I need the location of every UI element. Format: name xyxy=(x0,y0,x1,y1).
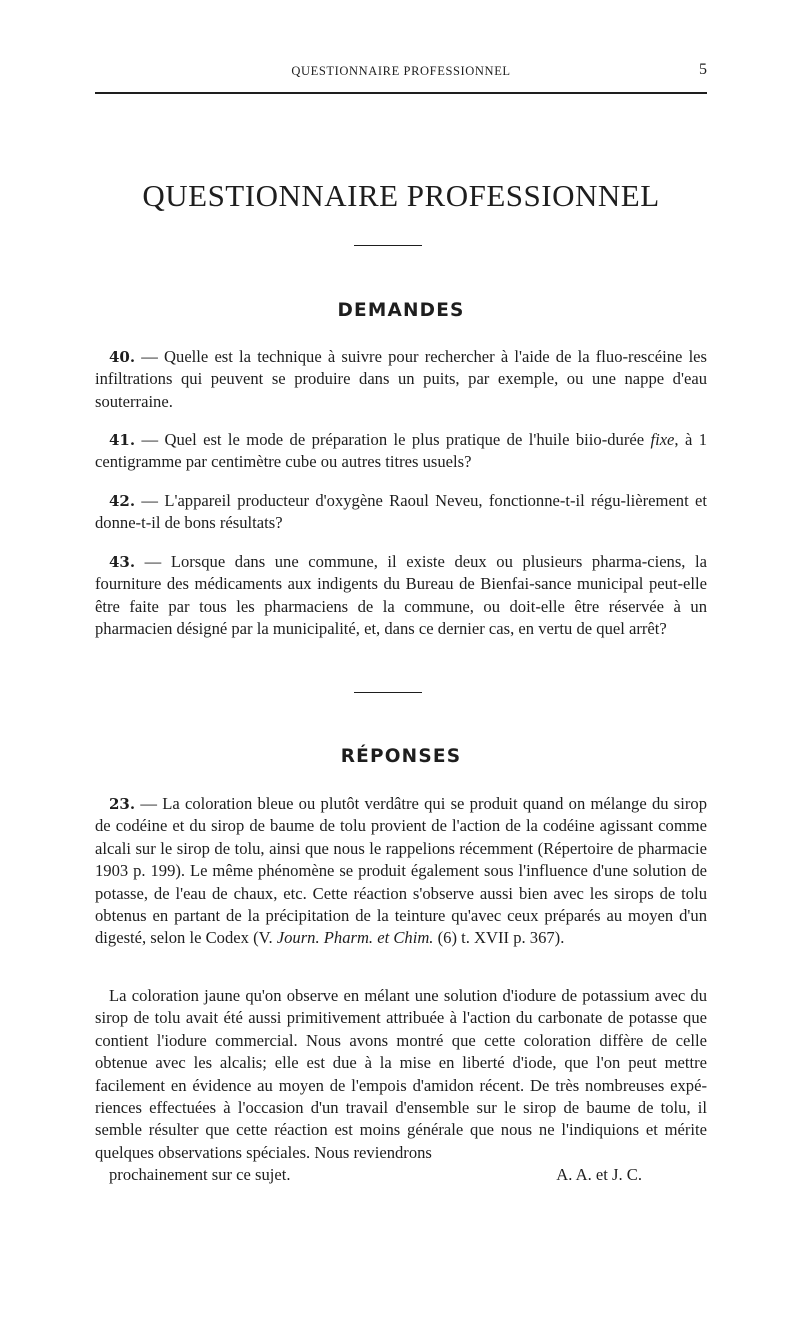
title-divider xyxy=(354,245,422,246)
answer-text: La coloration jaune qu'on observe en mélant une solution d'iodure de potassium avec du sirop de tolu avait été aussi primitivement attribuée à l'action du carbonate de potasse que contient l'iodure commercial. Nous avons montré que cette coloration diffère de celle obtenue avec les alcalis; elle est due à la mise en liberté d'iode, que l'on peut mettre facilement en évidence au moyen de l'empois d'amidon récent. De très nombreuses expé-riences effectuées à l'occasion d'un travail d'ensemble sur le sirop de baume de tolu, il semble résulter que cette réaction est moins générale que nous ne l'indiquions et mérite quelques observations spéciales. Nous reviendrons xyxy=(95,986,707,1162)
question-number: 40. xyxy=(109,348,136,366)
question-41 xyxy=(95,429,707,474)
header-rule xyxy=(95,92,707,94)
question-number: 41. xyxy=(109,431,136,449)
answer-text: — La coloration bleue ou plutôt verdâtre qui se produit quand on mélange du sirop de codéine et du sirop de baume de tolu provient de l'action de la codéine agissant comme alcali sur le sirop de tolu, ainsi que nous le rappelions récemment (Répertoire de pharmacie 1903 p. 199). Le même phénomène se produit également sous l'influence d'une solution de potasse, de l'eau de chaux, etc. Cette réaction s'observe aussi bien avec les sirops de tolu obtenus en partant de la précipitation de la teinture qu'avec ceux préparés au moyen d'un digesté, selon le Codex (V. xyxy=(95,794,707,948)
answer-number: 23. xyxy=(109,795,136,813)
section-divider xyxy=(354,692,422,693)
signature: A. A. et J. C. xyxy=(556,1165,642,1185)
question-text: — Quelle est la technique à suivre pour rechercher à l'aide de la fluo-rescéine les infiltrations qui peuvent se produire dans un puits, par exemple, ou une nappe d'eau souterraine. xyxy=(95,347,707,411)
answer-23-paragraph-2 xyxy=(95,985,707,1187)
section-heading-reponses: RÉPONSES xyxy=(340,746,462,767)
closing-line xyxy=(95,1164,707,1186)
answer-text-italic: Journ. Pharm. et Chim. xyxy=(276,928,434,948)
section-heading-demandes: DEMANDES xyxy=(337,300,465,321)
page-number: 5 xyxy=(699,61,707,78)
page-title: QUESTIONNAIRE PROFESSIONNEL xyxy=(142,178,660,213)
question-text: — Quel est le mode de préparation le plus pratique de l'huile biio-durée xyxy=(135,430,651,449)
question-40 xyxy=(95,346,707,413)
question-number: 42. xyxy=(109,492,136,510)
question-text: — Lorsque dans une commune, il existe deux ou plusieurs pharma-ciens, la fourniture des médicaments aux indigents du Bureau de Bienfai-sance municipal peut-elle être faite par tous les pharmaciens de la commune, ou doit-elle être réservée à un pharmacien désigné par la municipalité, et, dans ce dernier cas, en vertu de quel arrêt? xyxy=(95,552,707,639)
running-head: QUESTIONNAIRE PROFESSIONNEL xyxy=(291,64,511,78)
answer-text: (6) t. XVII p. 367). xyxy=(433,928,565,948)
answer-23-paragraph-1 xyxy=(95,793,707,950)
answer-text: prochainement sur ce sujet. xyxy=(109,1165,291,1185)
question-text: , à 1 centigramme par centimètre cube ou autres titres usuels? xyxy=(95,430,707,472)
question-42 xyxy=(95,490,707,535)
question-number: 43. xyxy=(109,553,136,571)
question-text-italic: fixe xyxy=(650,430,675,449)
question-43 xyxy=(95,551,707,641)
question-text: — L'appareil producteur d'oxygène Raoul Neveu, fonctionne-t-il régu-lièrement et donne-t-il de bons résultats? xyxy=(95,491,707,533)
